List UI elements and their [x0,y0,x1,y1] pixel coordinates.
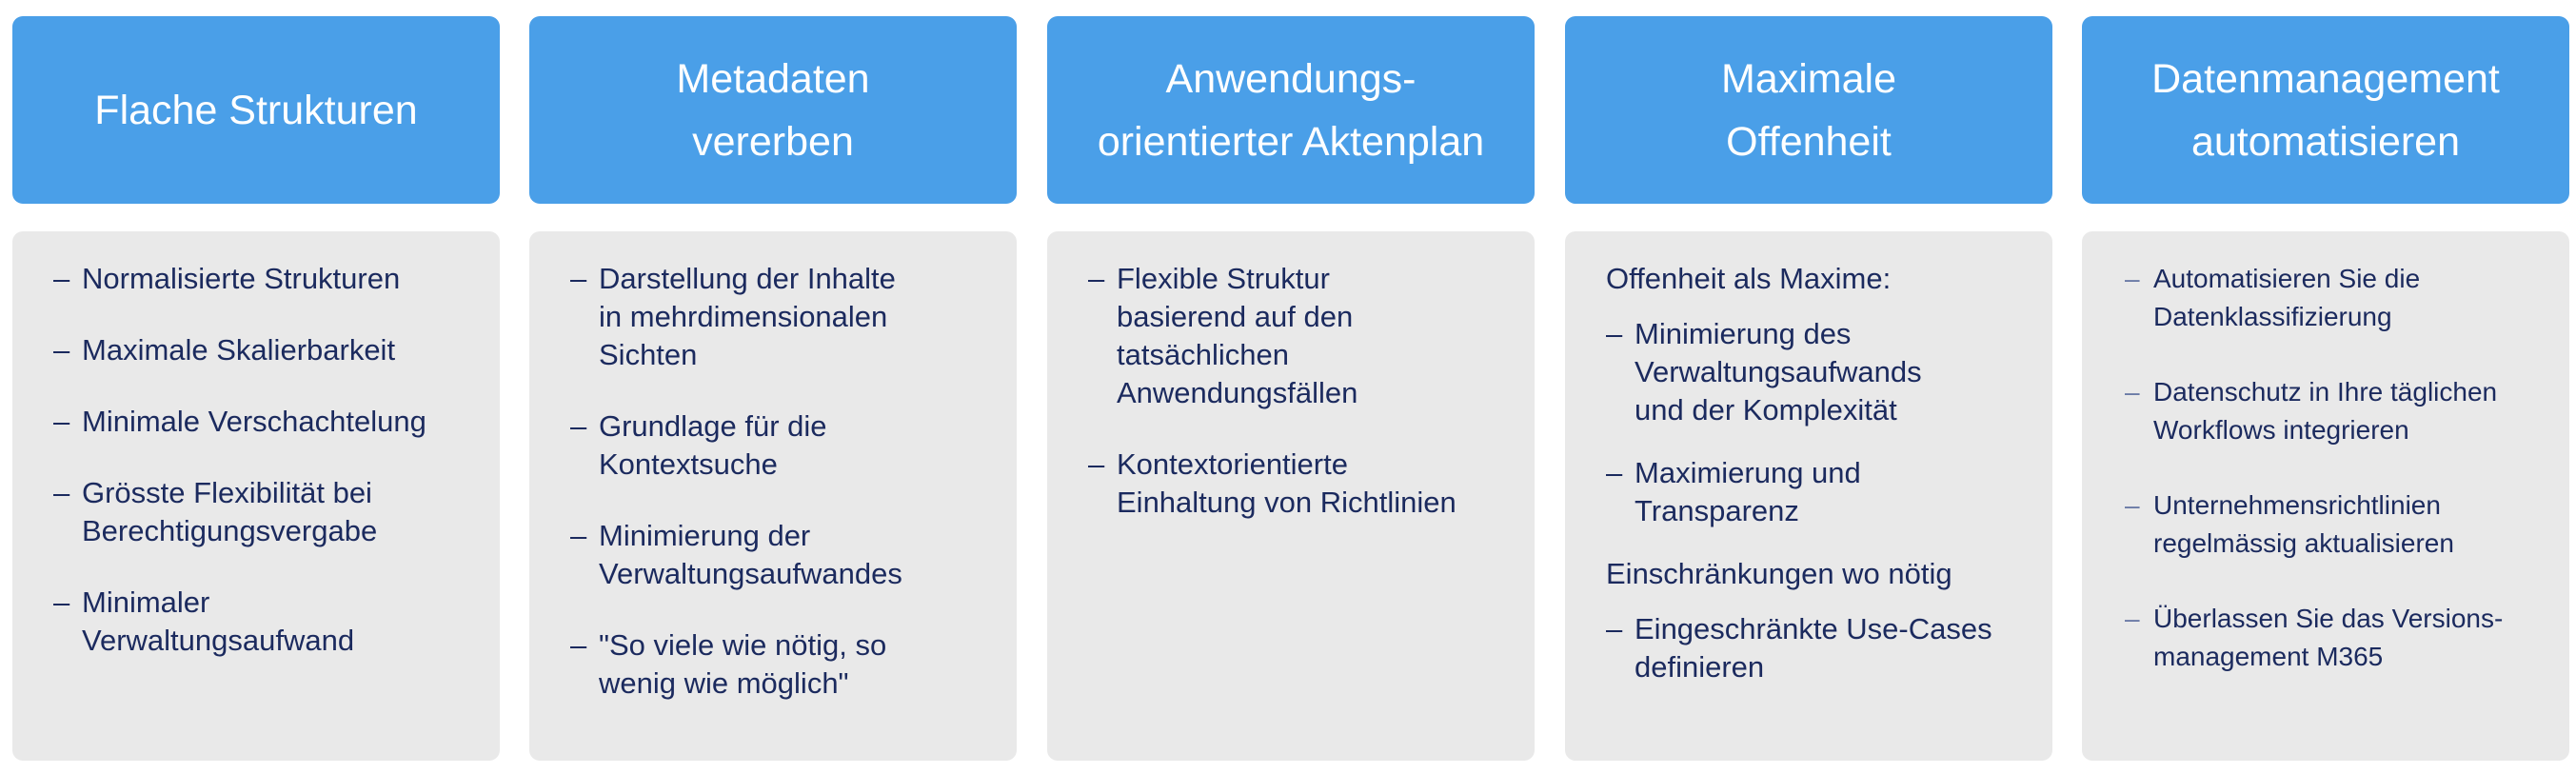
item-text: Normalisierte Strukturen [82,262,401,295]
dash-marker: – [53,585,70,619]
column-panel [12,231,500,761]
item-text: Minimale Verschachtelung [82,405,426,438]
column-panel [2082,231,2569,761]
column-header [2082,16,2569,204]
item-text: Transparenz [1635,494,1799,527]
list-item [1088,446,1508,522]
dash-marker: – [570,409,587,443]
item-text: tatsächlichen [1117,338,1289,371]
dash-marker: – [1088,447,1105,481]
item-text: Einhaltung von Richtlinien [1117,486,1456,519]
dash-marker: – [570,262,587,295]
item-text: Flexible Struktur [1117,262,1330,295]
column-title: Anwendungs- [1165,55,1417,102]
item-text: und der Komplexität [1635,393,1897,427]
list-item [2125,600,2543,676]
list-item [570,407,990,484]
item-text: Berechtigungsvergabe [82,514,378,547]
column-header [529,16,1017,204]
item-text: in mehrdimensionalen [599,300,888,333]
section-intro: Offenheit als Maxime: [1606,262,1892,295]
list-item [53,260,473,298]
item-text: Kontextsuche [599,447,778,481]
dash-marker: – [53,262,70,295]
item-text: Minimierung des [1635,317,1852,350]
list-item [53,331,473,369]
item-text: Verwaltungsaufwandes [599,557,902,590]
dash-marker: – [2125,377,2140,407]
bullet-list [1088,260,1508,522]
list-item [53,584,473,660]
dash-marker: – [2125,264,2140,293]
item-text: "So viele wie nötig, so [599,628,887,662]
item-text: management M365 [2153,642,2384,671]
list-item [570,260,990,374]
item-text: Datenschutz in Ihre täglichen [2153,377,2498,407]
item-text: Grundlage für die [599,409,827,443]
item-text: regelmässig aktualisieren [2153,528,2454,558]
column-title: Flache Strukturen [94,87,418,133]
column-title: Offenheit [1726,118,1892,165]
item-text: Datenklassifizierung [2153,302,2392,331]
list-item [53,403,473,441]
item-text: Maximale Skalierbarkeit [82,333,396,367]
list-item [1606,454,2026,530]
list-item [2125,260,2543,336]
list-item [570,626,990,703]
item-text: basierend auf den [1117,300,1354,333]
dash-marker: – [1606,317,1623,350]
dash-marker: – [1606,612,1623,645]
item-text: Unternehmensrichtlinien [2153,490,2441,520]
column-panel [1565,231,2052,761]
list-item [1606,610,2026,686]
dash-marker: – [570,519,587,552]
dash-marker: – [1088,262,1105,295]
item-text: Automatisieren Sie die [2153,264,2421,293]
column-title: vererben [692,118,854,165]
bullet-list [1606,610,2026,686]
dash-marker: – [1606,456,1623,489]
list-item [2125,486,2543,563]
list-item [570,517,990,593]
item-text: Verwaltungsaufwands [1635,355,1922,388]
item-text: Eingeschränkte Use-Cases [1635,612,1992,645]
item-text: Minimaler [82,585,210,619]
list-item [53,474,473,550]
dash-marker: – [53,405,70,438]
bullet-list [53,260,473,660]
column-header [12,16,500,204]
item-text: wenig wie möglich" [599,666,849,700]
dash-marker: – [2125,490,2140,520]
item-text: Sichten [599,338,698,371]
item-text: Anwendungsfällen [1117,376,1358,409]
item-text: Grösste Flexibilität bei [82,476,372,509]
item-text: Maximierung und [1635,456,1861,489]
column-title: Maximale [1721,55,1896,102]
dash-marker: – [570,628,587,662]
column-panel [1047,231,1535,761]
list-item [2125,373,2543,449]
column-title: Datenmanagement [2151,55,2500,102]
bullet-list [2125,260,2543,676]
bullet-list [1606,315,2026,530]
column-header [1047,16,1535,204]
item-text: Minimierung der [599,519,811,552]
section-intro: Einschränkungen wo nötig [1606,557,1952,590]
item-text: Überlassen Sie das Versions- [2153,604,2504,633]
dash-marker: – [2125,604,2140,633]
list-item [1606,315,2026,429]
column-panel [529,231,1017,761]
dash-marker: – [53,333,70,367]
column-header [1565,16,2052,204]
bullet-list [570,260,990,703]
item-text: Kontextorientierte [1117,447,1348,481]
list-item [1088,260,1508,412]
column-title: orientierter Aktenplan [1097,118,1485,165]
dash-marker: – [53,476,70,509]
item-text: definieren [1635,650,1765,684]
item-text: Workflows integrieren [2153,415,2409,445]
column-title: Metadaten [676,55,870,102]
item-text: Verwaltungsaufwand [82,624,355,657]
column-title: automatisieren [2190,118,2461,165]
item-text: Darstellung der Inhalte [599,262,896,295]
